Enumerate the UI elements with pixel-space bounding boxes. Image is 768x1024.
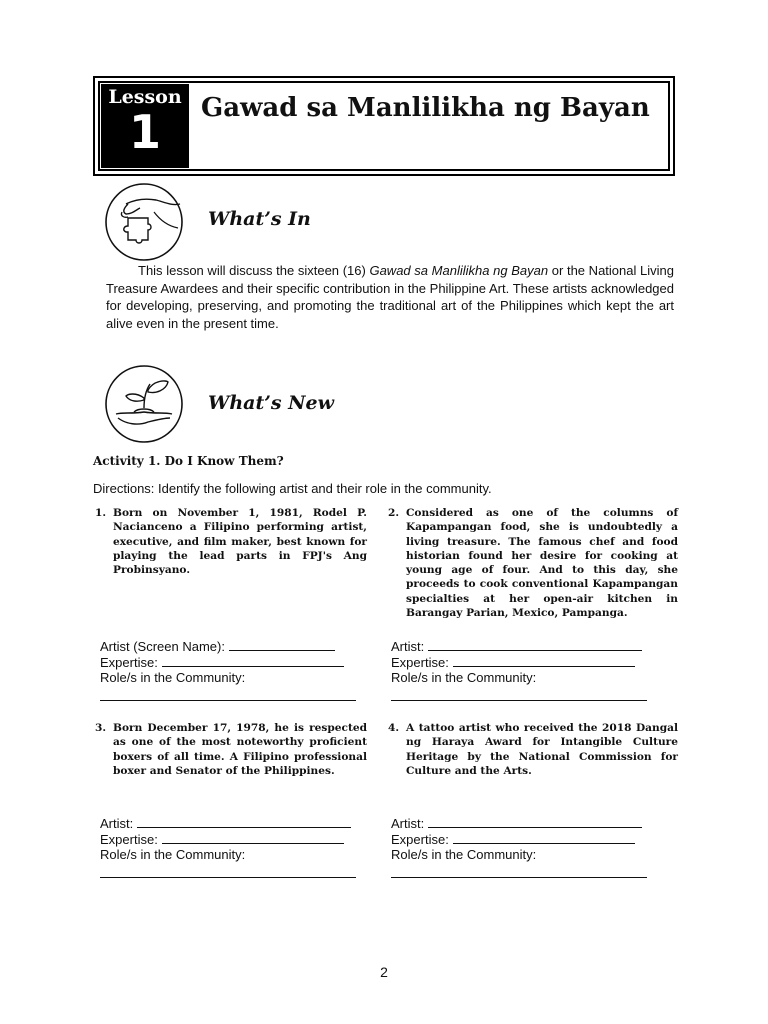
- question-number: 1.: [95, 507, 107, 519]
- artist-answer-line[interactable]: [229, 638, 335, 651]
- role-answer-line[interactable]: [100, 690, 356, 701]
- expertise-label: Expertise:: [391, 655, 449, 670]
- expertise-label: Expertise:: [100, 655, 158, 670]
- artist-answer-line[interactable]: [428, 638, 642, 651]
- activity-directions: Directions: Identify the following artist and their role in the community.: [93, 481, 492, 496]
- plant-hands-icon: [104, 364, 184, 444]
- role-label: Role/s in the Community:: [391, 847, 537, 862]
- question-item-2: [388, 506, 678, 620]
- answer-fields-1: [100, 638, 360, 701]
- role-label: Role/s in the Community:: [391, 670, 537, 685]
- role-answer-line[interactable]: [100, 867, 356, 878]
- lesson-title: Gawad sa Manlilikha ng Bayan: [201, 93, 650, 123]
- question-text: Considered as one of the columns of Kapampangan food, she is undoubtedly a living treasure. The famous chef and food historian found her desire for cooking at young age of four. And to this day, she proceeds to cook conventional Kapampangan specialties at her open-air kitchen in Barangay Parian, Mexico, Pampanga.: [406, 507, 678, 620]
- artist-label: Artist:: [100, 816, 134, 831]
- role-answer-line[interactable]: [391, 690, 647, 701]
- role-label: Role/s in the Community:: [100, 847, 246, 862]
- page-number: 2: [380, 964, 388, 980]
- expertise-answer-line[interactable]: [453, 831, 635, 844]
- expertise-answer-line[interactable]: [162, 654, 344, 667]
- answer-fields-3: [100, 815, 360, 878]
- intro-text-end: or the National Living Treasure Awardees and their specific contribution in the Philippine Art. These artists acknowledged for developing, preserving, and promoting the traditional art of the Philippines which kept the art alive even in the present time.: [106, 263, 674, 331]
- activity-title: Activity 1. Do I Know Them?: [93, 454, 284, 468]
- lesson-number: 1: [128, 105, 161, 159]
- question-item-4: [388, 721, 678, 778]
- expertise-label: Expertise:: [100, 832, 158, 847]
- artist-answer-line[interactable]: [428, 815, 642, 828]
- question-item-3: [95, 721, 367, 778]
- answer-fields-2: [391, 638, 661, 701]
- expertise-label: Expertise:: [391, 832, 449, 847]
- artist-label: Artist:: [391, 639, 425, 654]
- intro-text-start: This lesson will discuss the sixteen (16): [138, 263, 370, 278]
- artist-label: Artist (Screen Name):: [100, 639, 225, 654]
- question-number: 4.: [388, 722, 400, 734]
- lesson-header: [93, 76, 675, 176]
- expertise-answer-line[interactable]: [162, 831, 344, 844]
- expertise-answer-line[interactable]: [453, 654, 635, 667]
- question-text: Born on November 1, 1981, Rodel P. Nacianceno a Filipino performing artist, executive, and film maker, best known for playing the lead parts in FPJ's Ang Probinsyano.: [113, 507, 367, 577]
- question-item-1: [95, 506, 367, 577]
- lesson-badge: [101, 84, 189, 168]
- role-answer-line[interactable]: [391, 867, 647, 878]
- intro-text-italic: Gawad sa Manlilikha ng Bayan: [369, 263, 549, 278]
- role-label: Role/s in the Community:: [100, 670, 246, 685]
- artist-answer-line[interactable]: [137, 815, 351, 828]
- question-text: Born December 17, 1978, he is respected as one of the most noteworthy proficient boxers of all time. A Filipino professional boxer and Senator of the Philippines.: [113, 722, 367, 777]
- lesson-label: Lesson: [108, 86, 182, 108]
- whats-in-heading: What’s In: [208, 208, 311, 230]
- answer-fields-4: [391, 815, 661, 878]
- question-text: A tattoo artist who received the 2018 Dangal ng Haraya Award for Intangible Culture Heritage by the National Commission for Culture and the Arts.: [406, 722, 678, 777]
- question-number: 3.: [95, 722, 107, 734]
- whats-new-heading: What’s New: [208, 392, 334, 414]
- puzzle-hand-icon: [104, 182, 184, 262]
- question-number: 2.: [388, 507, 400, 519]
- whats-in-paragraph: [106, 262, 674, 332]
- artist-label: Artist:: [391, 816, 425, 831]
